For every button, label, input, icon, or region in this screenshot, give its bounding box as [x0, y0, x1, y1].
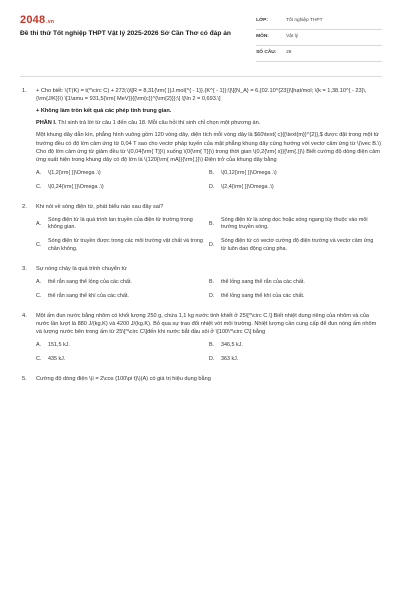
- site-logo[interactable]: [20, 14, 256, 26]
- question-stem: Một khung dây dẫn kín, phẳng hình vuông gồm 120 vòng dây, diện tích mỗi vòng dây là $60\text{ c}{{\text{m}}^{2}},$ được đặt trong một từ trường đều có độ lớn cảm ứng từ 0,04 T sao cho vectơ pháp tuyến của mặt phẳng khung dây cùng hướng với vectơ cảm ứng từ \(\vec B.\) Cho độ lớn cảm ứng từ giảm đều từ \(0,04{\rm{ T}}\) xuống \(0{\rm{ T}}\) trong thời gian \(0,2{\rm{ s}}{\rm{.}}\) Biết cường độ dòng điện cảm ứng xuất hiện trong khung dây có độ lớn là \(120{\rm{ mA}}{\rm{.}}\) Điện trở của khung dây bằng: [36, 132, 381, 163]
- answer-option[interactable]: [36, 181, 209, 195]
- option-text: \(0,12{\rm{ }}\Omega .\): [221, 169, 277, 176]
- answer-options: [36, 339, 382, 367]
- answer-option[interactable]: [36, 290, 209, 304]
- meta-label: MÔN:: [256, 34, 269, 40]
- option-text: Sóng điện từ là quá trình lan truyền của điện từ trường trong không gian.: [48, 216, 193, 231]
- document-title: Đề thi thử Tốt nghiệp THPT Vật lý 2025-2026 Sở Cần Thơ có đáp án: [20, 30, 231, 38]
- option-letter: A.: [36, 279, 42, 286]
- page-header: [20, 12, 382, 68]
- option-letter: A.: [36, 342, 42, 349]
- question-5: [20, 375, 382, 386]
- option-text: Sóng điện từ có vectơ cường độ điện trường và vectơ cảm ứng từ luôn dao động cùng pha.: [221, 238, 374, 253]
- option-letter: C.: [36, 183, 42, 190]
- answer-options: [36, 167, 382, 195]
- option-letter: D.: [209, 183, 215, 190]
- question-body: [36, 375, 382, 386]
- meta-row-class: [256, 14, 382, 30]
- meta-label: SỐ CÂU:: [256, 50, 277, 56]
- option-text: thể lỏng sang thể khí của các chất.: [221, 292, 305, 299]
- exam-meta: [256, 14, 382, 68]
- question-number: 3.: [22, 265, 27, 272]
- meta-value: 28: [286, 50, 292, 56]
- option-letter: D.: [209, 292, 215, 299]
- option-text: 151,5 kJ.: [48, 342, 70, 349]
- logo-text: 2048: [20, 14, 46, 26]
- answer-option[interactable]: [36, 167, 209, 181]
- answer-option[interactable]: [209, 290, 382, 304]
- option-letter: C.: [36, 242, 42, 249]
- part-instructions: [36, 119, 382, 127]
- answer-option[interactable]: [36, 214, 209, 236]
- constants-block: + Cho biết: \(T(K) = t(^\circ C) + 273;\)\[R = 8,31{\rm{ }}J.mol{^{ - 1}}.{K^{ - 1}};\]\[{N_A} = 6,{02.10^{23}}\]hạt/mol; \(k = 1,38.10^{ - 23}\,{\rm{J/K}}\) \[1\amu = 931,5{\rm{ MeV}}{{\rm{c}}^{\rm{2}}};\] \[\ln 2 = 0,693.\]: [36, 88, 367, 103]
- option-text: thể rắn sang thể khí của các chất.: [48, 292, 129, 299]
- option-letter: C.: [36, 292, 42, 299]
- option-letter: C.: [36, 355, 42, 362]
- option-text: Sóng điện từ truyền được trong các môi trường vật chất và trong chân không.: [48, 238, 203, 253]
- meta-value: Vật lý: [286, 34, 299, 40]
- logo-suffix: .vn: [46, 19, 55, 25]
- answer-option[interactable]: [209, 339, 382, 353]
- question-4: [20, 312, 382, 367]
- answer-options: [36, 214, 382, 257]
- question-stem: Sự nóng chảy là quá trình chuyển từ: [36, 265, 127, 272]
- answer-option[interactable]: [36, 339, 209, 353]
- answer-option[interactable]: [209, 167, 382, 181]
- option-letter: D.: [209, 242, 215, 249]
- part-text: Thí sinh trả lời từ câu 1 đến câu 18. Mỗi câu hỏi thí sinh chỉ chọn một phương án.: [56, 120, 261, 127]
- option-letter: B.: [209, 342, 215, 349]
- question-body: [36, 265, 382, 304]
- answer-option[interactable]: [209, 235, 382, 257]
- option-letter: A.: [36, 169, 42, 176]
- answer-option[interactable]: [209, 214, 382, 236]
- answer-option[interactable]: [209, 276, 382, 290]
- option-letter: A.: [36, 220, 42, 227]
- answer-option[interactable]: [36, 353, 209, 367]
- option-text: \(1,2{\rm{ }}\Omega .\): [48, 169, 101, 176]
- option-text: thể rắn sang thể lỏng của các chất.: [48, 279, 132, 286]
- option-text: \(0,24{\rm{ }}\Omega .\): [48, 183, 104, 190]
- option-letter: B.: [209, 169, 215, 176]
- answer-option[interactable]: [209, 181, 382, 195]
- option-letter: B.: [209, 220, 215, 227]
- header-divider: [20, 76, 382, 77]
- option-text: 435 kJ.: [48, 355, 66, 362]
- answer-option[interactable]: [209, 353, 382, 367]
- question-body: [36, 87, 382, 195]
- option-text: 346,5 kJ.: [221, 342, 243, 349]
- part-label: PHẦN I.: [36, 120, 57, 127]
- meta-row-count: [256, 46, 382, 62]
- option-text: thể lỏng sang thể rắn của các chất.: [221, 279, 305, 286]
- meta-value: Tốt nghiệp THPT: [286, 18, 323, 24]
- question-2: [20, 203, 382, 257]
- option-text: 363 kJ.: [221, 355, 239, 362]
- question-1: [20, 87, 382, 195]
- question-number: 4.: [22, 312, 27, 319]
- answer-option[interactable]: [36, 235, 209, 257]
- option-letter: D.: [209, 355, 215, 362]
- question-stem: Cường độ dòng điện \(i = 2\cos {100\pi t}\)(A) có giá trị hiệu dụng bằng: [36, 375, 211, 382]
- option-letter: B.: [209, 279, 215, 286]
- header-left: [20, 12, 256, 68]
- rounding-note: + Không làm tròn kết quả các phép tính trung gian.: [36, 108, 172, 115]
- question-body: [36, 203, 382, 257]
- option-text: Sóng điện từ là sóng dọc hoặc sóng ngang tùy thuộc vào môi trường truyền sóng.: [221, 216, 368, 231]
- option-text: \(2,4{\rm{ }}\Omega .\): [221, 183, 274, 190]
- question-stem: Khi nói về sóng điện từ, phát biểu nào sau đây sai?: [36, 203, 164, 210]
- meta-label: LỚP:: [256, 18, 268, 24]
- question-body: [36, 312, 382, 367]
- question-stem: Một ấm đun nước bằng nhôm có khối lượng 250 g, chứa 1,1 kg nước tinh khiết ở 25\[^\circ C.\] Biết nhiệt dung riêng của nhôm và của nước lần lượt là 880 J/(kg.K) và 4200 J/(kg.K). Bỏ qua sự trao đổi nhiệt với môi trường. Nhiệt lượng cần cung cấp để đun nóng ấm nhôm và lượng nước bên trong ấm từ 25\[^\circ C\]đến khi nước bắt đầu sôi ở \[100\^\circ C\] bằng: [36, 312, 377, 335]
- question-number: 2.: [22, 203, 27, 210]
- question-number: 1.: [22, 88, 27, 94]
- meta-row-subject: [256, 30, 382, 46]
- question-3: [20, 265, 382, 304]
- question-number: 5.: [22, 375, 27, 382]
- answer-option[interactable]: [36, 276, 209, 290]
- answer-options: [36, 276, 382, 304]
